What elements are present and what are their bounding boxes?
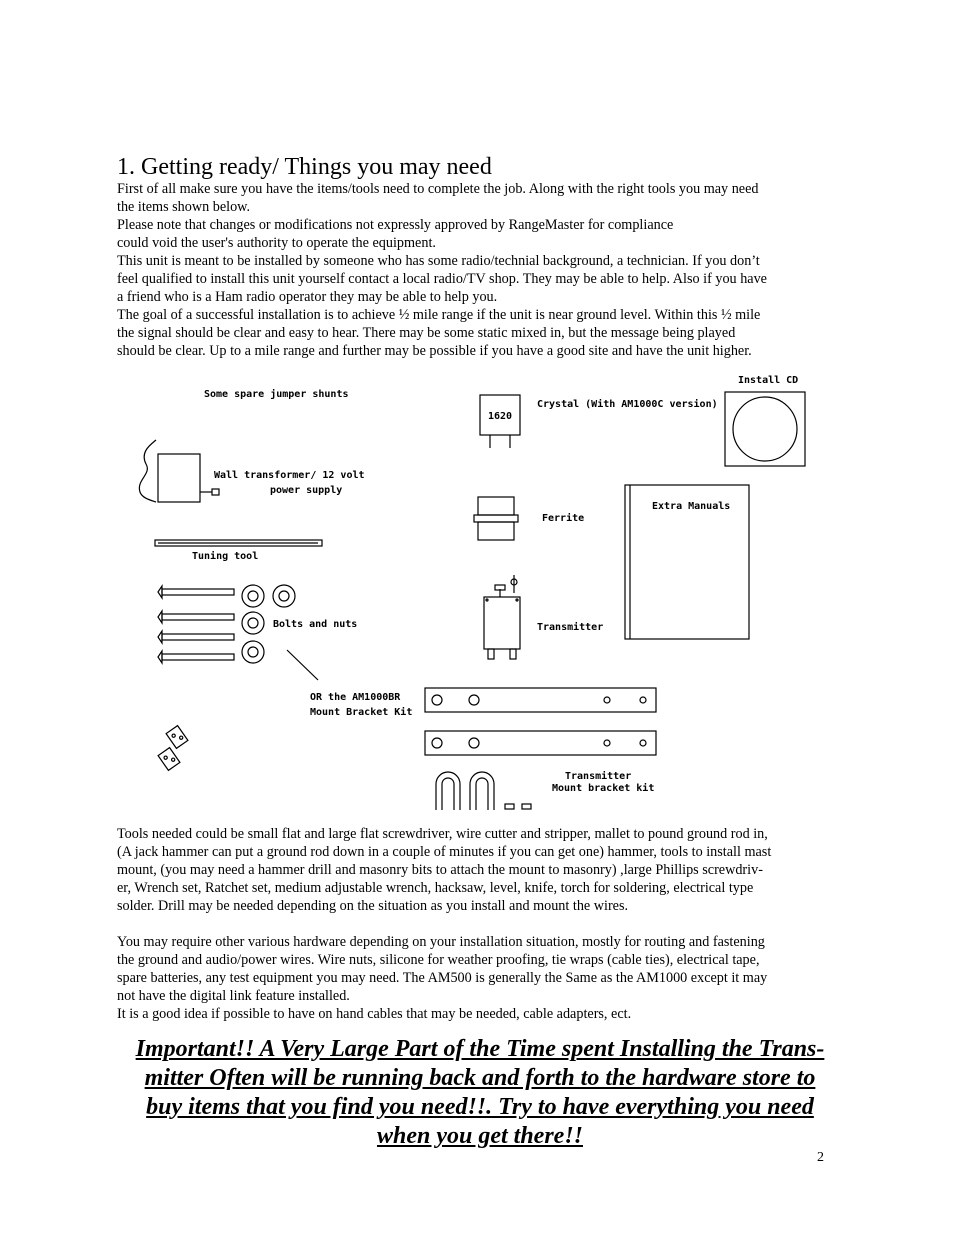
notice-line: Important!! A Very Large Part of the Time spent Installing the Trans- — [135, 1036, 825, 1062]
notice-line: mitter Often will be running back and forth to the hardware store to — [144, 1065, 816, 1091]
text-line: It is a good idea if possible to have on hand cables that may be needed, cable adapters, ect. — [117, 1006, 632, 1022]
tuning-tool-icon — [155, 540, 322, 546]
notice-line: when you get there!! — [376, 1123, 583, 1149]
manuals-label: Extra Manuals — [652, 501, 731, 512]
text-line: not have the digital link feature installed. — [117, 988, 350, 1004]
notice-line: buy items that you find you need!!. Try to have everything you need — [146, 1094, 814, 1120]
wall-transformer-label-1: Wall transformer/ 12 volt — [214, 470, 365, 481]
text-line: the items shown below. — [117, 199, 251, 215]
page-number: 2 — [817, 1150, 824, 1165]
important-notice — [110, 1035, 850, 1151]
text-line: could void the user's authority to operate the equipment. — [117, 235, 436, 251]
or-bracket-label-2: Mount Bracket Kit — [310, 707, 413, 718]
tools-paragraph — [117, 825, 842, 915]
transmitter-icon — [484, 575, 520, 659]
bolt — [158, 631, 234, 643]
jumper-shunts-icon — [158, 726, 188, 771]
text-line: This unit is meant to be installed by someone who has some radio/technial background, a technician. If you don’t — [117, 253, 760, 269]
wall-transformer-label-2: power supply — [270, 485, 343, 496]
jumper-label: Some spare jumper shunts — [204, 389, 349, 400]
transmitter-label: Transmitter — [537, 622, 604, 633]
bolt — [158, 611, 234, 623]
parts-illustration — [0, 360, 954, 820]
mount-bracket-icon — [425, 731, 656, 755]
text-line: solder. Drill may be needed depending on the situation as you install and mount the wires. — [117, 898, 629, 914]
text-line: a friend who is a Ham radio operator they may be able to help you. — [117, 289, 498, 305]
text-line: spare batteries, any test equipment you may need. The AM500 is generally the Same as the AM1000 except it may — [117, 970, 768, 986]
cd-icon — [725, 392, 805, 466]
crystal-marking: 1620 — [488, 411, 513, 422]
or-bracket-label-1: OR the AM1000BR — [310, 692, 401, 703]
tuning-tool-label: Tuning tool — [192, 551, 259, 562]
bolts-label: Bolts and nuts — [273, 619, 358, 630]
text-line: mount, (you may need a hammer drill and masonry bits to attach the mount to masonry) ,large Phillips screwdriv- — [117, 862, 763, 878]
text-line: the ground and audio/power wires. Wire nuts, silicone for weather proofing, tie wraps (cable ties), electrical tape, — [117, 952, 760, 968]
crystal-label: Crystal (With AM1000C version) — [537, 399, 718, 410]
hardware-paragraph — [117, 933, 842, 1023]
text-line: the signal should be clear and easy to hear. There may be some static mixed in, but the message being played — [117, 325, 736, 341]
text-line: er, Wrench set, Ratchet set, medium adjustable wrench, hacksaw, level, knife, torch for soldering, electrical type — [117, 880, 754, 896]
intro-paragraph — [117, 180, 842, 360]
ferrite-icon — [474, 497, 518, 540]
mount-bracket-icon — [425, 688, 656, 712]
bolts-and-nuts-icon — [158, 585, 318, 680]
ferrite-label: Ferrite — [542, 513, 585, 524]
text-line: feel qualified to install this unit yourself contact a local radio/TV shop. They may be able to help. Also if you have — [117, 271, 767, 287]
bolt — [158, 651, 234, 663]
text-line: should be clear. Up to a mile range and further may be possible if you have a good site and have the unit higher. — [117, 343, 752, 359]
wall-transformer-icon — [139, 440, 219, 502]
cd-label: Install CD — [738, 375, 799, 386]
u-bolt-icon — [436, 772, 531, 810]
text-line: (A jack hammer can put a ground rod down in a couple of minutes if you can get one) hammer, tools to install mast — [117, 844, 772, 860]
text-line: Please note that changes or modifications not expressly approved by RangeMaster for compliance — [117, 217, 674, 233]
text-line: You may require other various hardware depending on your installation situation, mostly for routing and fastening — [117, 934, 765, 950]
section-heading: 1. Getting ready/ Things you may need — [117, 154, 492, 180]
text-line: First of all make sure you have the items/tools need to complete the job. Along with the right tools you may need — [117, 181, 759, 197]
tx-kit-label-1: Transmitter — [565, 771, 632, 782]
tx-kit-label-2: Mount bracket kit — [552, 783, 655, 794]
text-line: Tools needed could be small flat and large flat screwdriver, wire cutter and stripper, mallet to pound ground rod in, — [117, 826, 768, 842]
text-line: The goal of a successful installation is to achieve ½ mile range if the unit is near ground level. Within this ½ mile — [117, 307, 761, 323]
bolt — [158, 586, 234, 598]
